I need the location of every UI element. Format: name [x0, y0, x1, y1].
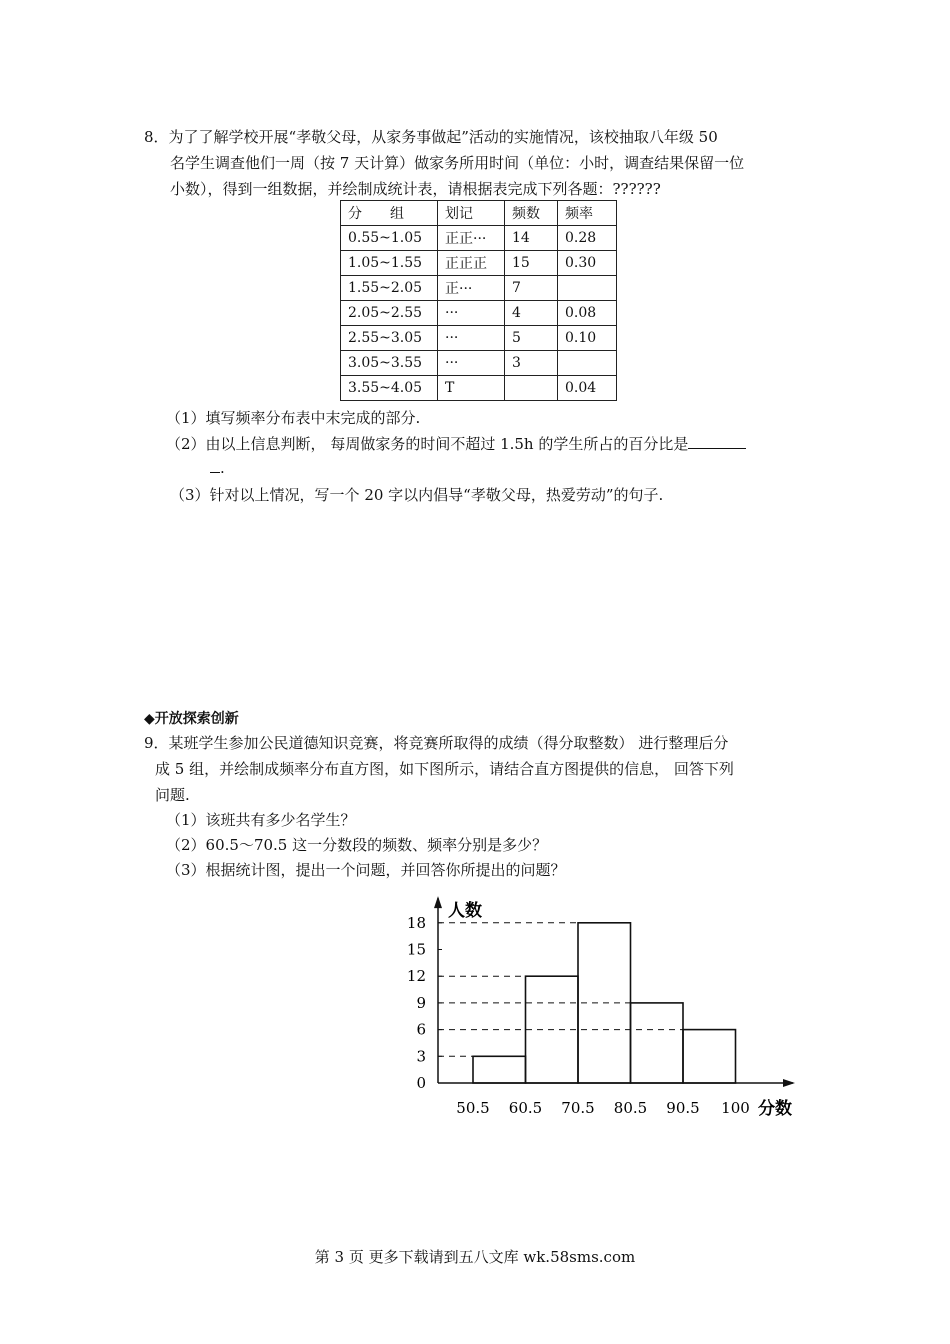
x-tick-label: 50.5 — [456, 1099, 490, 1117]
cell-group: 0.55~1.05 — [341, 226, 438, 251]
y-axis-arrow — [434, 896, 442, 908]
cell-count: 4 — [505, 301, 558, 326]
x-axis-arrow — [783, 1079, 795, 1087]
x-tick-label: 70.5 — [561, 1099, 595, 1117]
histogram-bar — [631, 1003, 684, 1083]
cell-group: 2.05~2.55 — [341, 301, 438, 326]
y-tick-label: 18 — [406, 913, 426, 932]
table-row — [341, 301, 617, 326]
x-tick-label: 90.5 — [666, 1099, 700, 1117]
x-tick-label: 100 — [721, 1099, 750, 1117]
cell-tally: 正··· — [438, 276, 505, 301]
answer-blank-cont[interactable] — [210, 456, 220, 473]
q8-sub2-cont — [210, 455, 225, 481]
q8-line1: 8．为了了解学校开展“孝敬父母，从家务事做起”活动的实施情况，该校抽取八年级 50 — [144, 128, 718, 146]
cell-count: 5 — [505, 326, 558, 351]
cell-freq: 0.10 — [558, 326, 617, 351]
header-tally: 划记 — [438, 201, 505, 226]
header-group: 分 组 — [341, 201, 438, 226]
y-tick-label: 12 — [406, 967, 426, 986]
histogram-bar — [473, 1056, 526, 1083]
q9-line2: 成 5 组，并绘制成频率分布直方图，如下图所示，请结合直方图提供的信息， 回答下列 — [155, 760, 734, 778]
q8-sub1: （1）填写频率分布表中末完成的部分. — [166, 409, 421, 427]
table-row — [341, 276, 617, 301]
cell-group: 3.05~3.55 — [341, 351, 438, 376]
cell-freq: 0.04 — [558, 376, 617, 401]
y-tick-label: 0 — [416, 1074, 426, 1092]
cell-group: 2.55~3.05 — [341, 326, 438, 351]
cell-freq — [558, 276, 617, 301]
cell-count: 14 — [505, 226, 558, 251]
header-freq: 频率 — [558, 201, 617, 226]
x-tick-label: 80.5 — [613, 1099, 648, 1117]
y-tick-label: 3 — [416, 1047, 426, 1066]
table-row — [341, 251, 617, 276]
section-title: ◆开放探索创新 — [144, 711, 239, 727]
cell-group: 1.55~2.05 — [341, 276, 438, 301]
cell-tally: ··· — [438, 351, 505, 376]
y-tick-label: 9 — [416, 993, 426, 1012]
cell-tally: 正正正 — [438, 251, 505, 276]
x-axis-label: 分数 — [758, 1099, 792, 1119]
histogram-chart — [395, 878, 815, 1123]
y-axis-label: 人数 — [448, 901, 482, 922]
cell-freq: 0.30 — [558, 251, 617, 276]
cell-count — [505, 376, 558, 401]
cell-freq: 0.28 — [558, 226, 617, 251]
q8-line2: 名学生调查他们一周（按 7 天计算）做家务所用时间（单位：小时，调查结果保留一位 — [170, 154, 745, 172]
cell-count: 15 — [505, 251, 558, 276]
cell-tally: 正正··· — [438, 226, 505, 251]
cell-group: 1.05~1.55 — [341, 251, 438, 276]
cell-count: 7 — [505, 276, 558, 301]
q9-sub1: （1）该班共有多少名学生？ — [166, 811, 356, 829]
q9-sub2: （2）60.5～70.5 这一分数段的频数、频率分别是多少？ — [166, 836, 548, 854]
cell-tally: T — [438, 376, 505, 401]
page-footer: 第 3 页 更多下载请到五八文库 wk.58sms.com — [314, 1248, 636, 1266]
q8-sub3: （3）针对以上情况，写一个 20 字以内倡导“孝敬父母，热爱劳动”的句子. — [170, 486, 664, 504]
table-row — [341, 326, 617, 351]
q8-sub2-end: . — [220, 459, 225, 477]
cell-freq — [558, 351, 617, 376]
q8-line3: 小数），得到一组数据，并绘制成统计表，请根据表完成下列各题：?????? — [170, 180, 661, 198]
table-row — [341, 376, 617, 401]
y-tick-label: 6 — [416, 1020, 426, 1039]
q8-sub2 — [166, 431, 746, 457]
answer-blank[interactable] — [688, 432, 746, 449]
q9-sub3: （3）根据统计图，提出一个问题，并回答你所提出的问题？ — [166, 861, 566, 879]
x-tick-label: 60.5 — [508, 1099, 543, 1117]
q9-line3: 问题. — [155, 786, 190, 804]
table-row — [341, 351, 617, 376]
header-count: 频数 — [505, 201, 558, 226]
table-header-row — [341, 201, 617, 226]
frequency-table — [340, 200, 617, 401]
cell-tally: ··· — [438, 301, 505, 326]
q9-line1: 9．某班学生参加公民道德知识竞赛，将竞赛所取得的成绩（得分取整数） 进行整理后分 — [144, 734, 729, 752]
cell-freq: 0.08 — [558, 301, 617, 326]
cell-count: 3 — [505, 351, 558, 376]
histogram-bar — [683, 1030, 736, 1083]
y-tick-label: 15 — [406, 940, 426, 959]
cell-group: 3.55~4.05 — [341, 376, 438, 401]
cell-tally: ··· — [438, 326, 505, 351]
table-row — [341, 226, 617, 251]
q8-sub2-text: （2）由以上信息判断， 每周做家务的时间不超过 1.5h 的学生所占的百分比是 — [166, 435, 689, 453]
